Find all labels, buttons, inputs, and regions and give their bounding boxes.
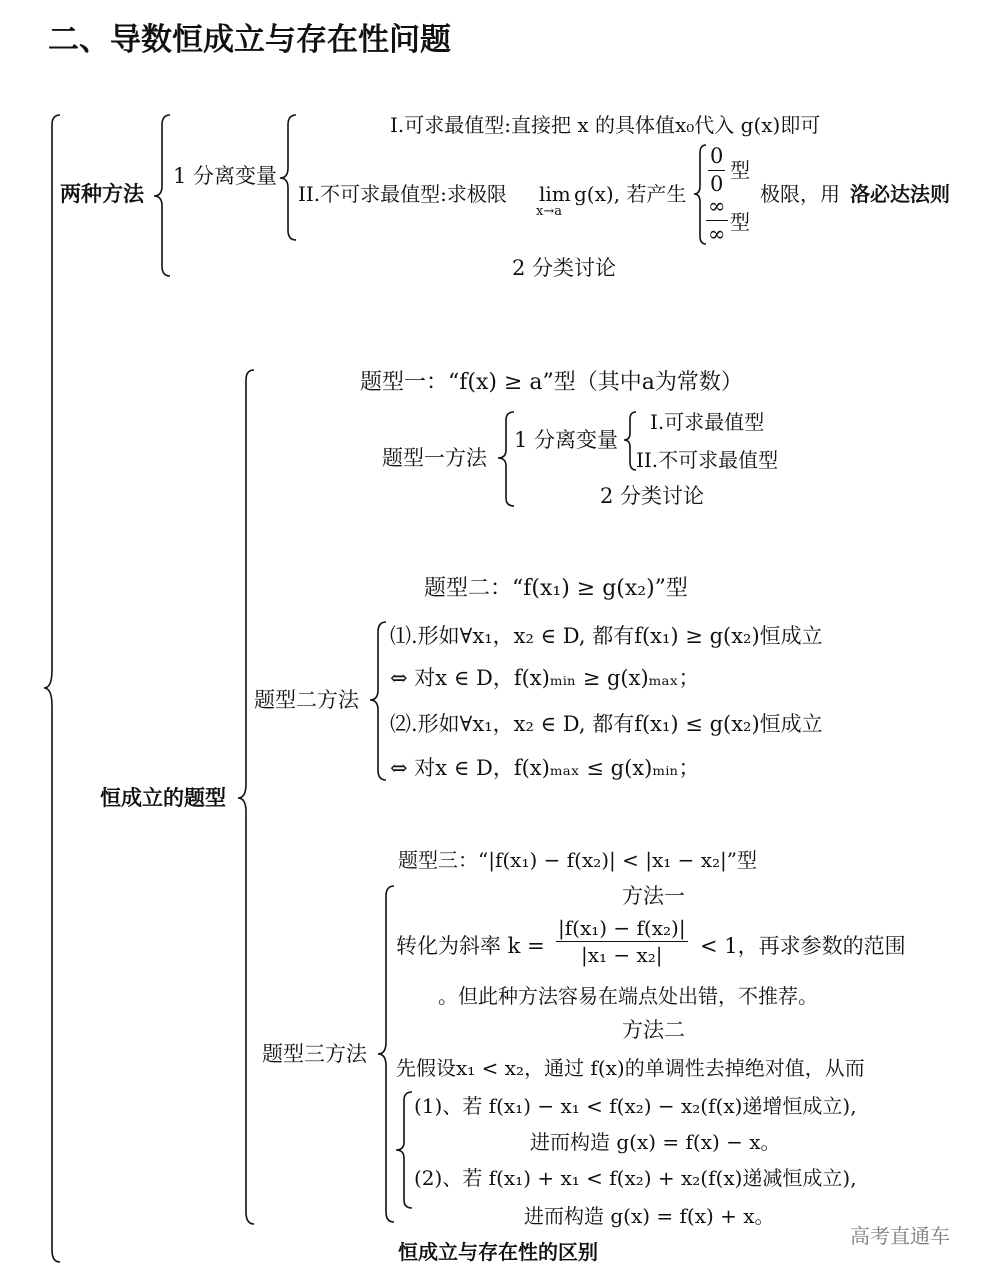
t1-method-label: 题型一方法 xyxy=(382,446,487,470)
t1-opt1: I.可求最值型 xyxy=(650,410,765,434)
frac-inf-den: ∞ xyxy=(708,222,726,246)
t1-separate-brace xyxy=(624,412,636,470)
t3-case1-construct: 进而构造 g(x) = f(x) − x。 xyxy=(530,1130,781,1154)
separate-brace xyxy=(280,115,296,240)
frac-inf-num: ∞ xyxy=(708,194,726,218)
t1-separate: 1 分离变量 xyxy=(514,428,619,452)
two-methods-separate: 1 分离变量 xyxy=(173,164,278,188)
t3-m1-pre: 转化为斜率 k = xyxy=(396,934,545,958)
two-methods-brace xyxy=(154,115,170,276)
t3-case1: (1)、若 f(x₁) − x₁ < f(x₂) − x₂(f(x)递增恒成立), xyxy=(414,1094,857,1118)
t2-line2: ⇔ 对x ∈ D，f(x)ₘᵢₙ ≥ g(x)ₘₐₓ； xyxy=(390,666,700,690)
two-methods-type2-mid: g(x), 若产生 xyxy=(574,182,687,206)
frac-bar xyxy=(708,170,725,171)
frac2-suffix: 型 xyxy=(730,210,750,234)
slope-den: |x₁ − x₂| xyxy=(581,943,663,967)
frac-zero-num: 0 xyxy=(710,144,724,168)
two-methods-type2-post: 极限，用 xyxy=(760,182,840,206)
t2-method-label: 题型二方法 xyxy=(254,688,359,712)
lhopital-rule: 洛必达法则 xyxy=(850,182,950,206)
cases-brace xyxy=(396,1092,412,1208)
t3-method-label: 题型三方法 xyxy=(262,1042,367,1066)
two-methods-type2-pre: II.不可求最值型:求极限 xyxy=(298,182,507,206)
t2-line4: ⇔ 对x ∈ D，f(x)ₘₐₓ ≤ g(x)ₘᵢₙ； xyxy=(390,756,700,780)
frac-bar xyxy=(556,941,688,942)
always-types-label: 恒成立的题型 xyxy=(100,786,226,810)
limit-form-brace xyxy=(694,145,706,244)
frac-inf-inf xyxy=(706,196,728,245)
slope-num: |f(x₁) − f(x₂)| xyxy=(558,916,686,940)
t2-method-brace xyxy=(370,622,386,780)
two-methods-classify: 2 分类讨论 xyxy=(512,256,617,280)
outer-brace xyxy=(44,115,60,1262)
watermark: 高考直通车 xyxy=(850,1224,950,1248)
bottom-label: 恒成立与存在性的区别 xyxy=(398,1240,598,1264)
t3-method-brace xyxy=(378,886,394,1222)
frac-zero-zero xyxy=(708,146,725,195)
frac-bar xyxy=(706,220,728,221)
t2-line1: ⑴.形如∀x₁，x₂ ∈ D, 都有f(x₁) ≥ g(x₂)恒成立 xyxy=(390,624,823,648)
t1-method-brace xyxy=(498,412,514,506)
t1-title: 题型一：“f(x) ≥ a”型（其中a为常数） xyxy=(360,370,743,395)
t3-m1-post: < 1，再求参数的范围 xyxy=(700,934,906,958)
t1-classify: 2 分类讨论 xyxy=(600,484,705,508)
t3-case2: (2)、若 f(x₁) + x₁ < f(x₂) + x₂(f(x)递减恒成立), xyxy=(414,1166,857,1190)
t1-opt2: II.不可求最值型 xyxy=(636,448,779,472)
frac-zero-den: 0 xyxy=(710,172,724,196)
lim-subscript: x→a xyxy=(536,204,562,219)
t3-case2-construct: 进而构造 g(x) = f(x) + x。 xyxy=(524,1204,775,1228)
frac1-suffix: 型 xyxy=(730,158,750,182)
t2-line3: ⑵.形如∀x₁，x₂ ∈ D, 都有f(x₁) ≤ g(x₂)恒成立 xyxy=(390,712,823,736)
lim-symbol: lim xyxy=(539,182,571,206)
slope-fraction xyxy=(556,918,688,965)
t3-m2-intro: 先假设x₁ < x₂，通过 f(x)的单调性去掉绝对值，从而 xyxy=(396,1056,865,1080)
two-methods-type1: I.可求最值型:直接把 x 的具体值x₀代入 g(x)即可 xyxy=(390,113,821,137)
two-methods-label: 两种方法 xyxy=(60,182,144,206)
t2-title: 题型二：“f(x₁) ≥ g(x₂)”型 xyxy=(424,576,688,601)
t3-m2-title: 方法二 xyxy=(622,1018,685,1042)
t3-m1-note: 。但此种方法容易在端点处出错，不推荐。 xyxy=(438,984,818,1008)
types-brace xyxy=(238,370,254,1224)
section-title: 二、导数恒成立与存在性问题 xyxy=(48,22,451,58)
t3-title: 题型三：“|f(x₁) − f(x₂)| < |x₁ − x₂|”型 xyxy=(398,848,758,872)
t3-m1-title: 方法一 xyxy=(622,884,685,908)
